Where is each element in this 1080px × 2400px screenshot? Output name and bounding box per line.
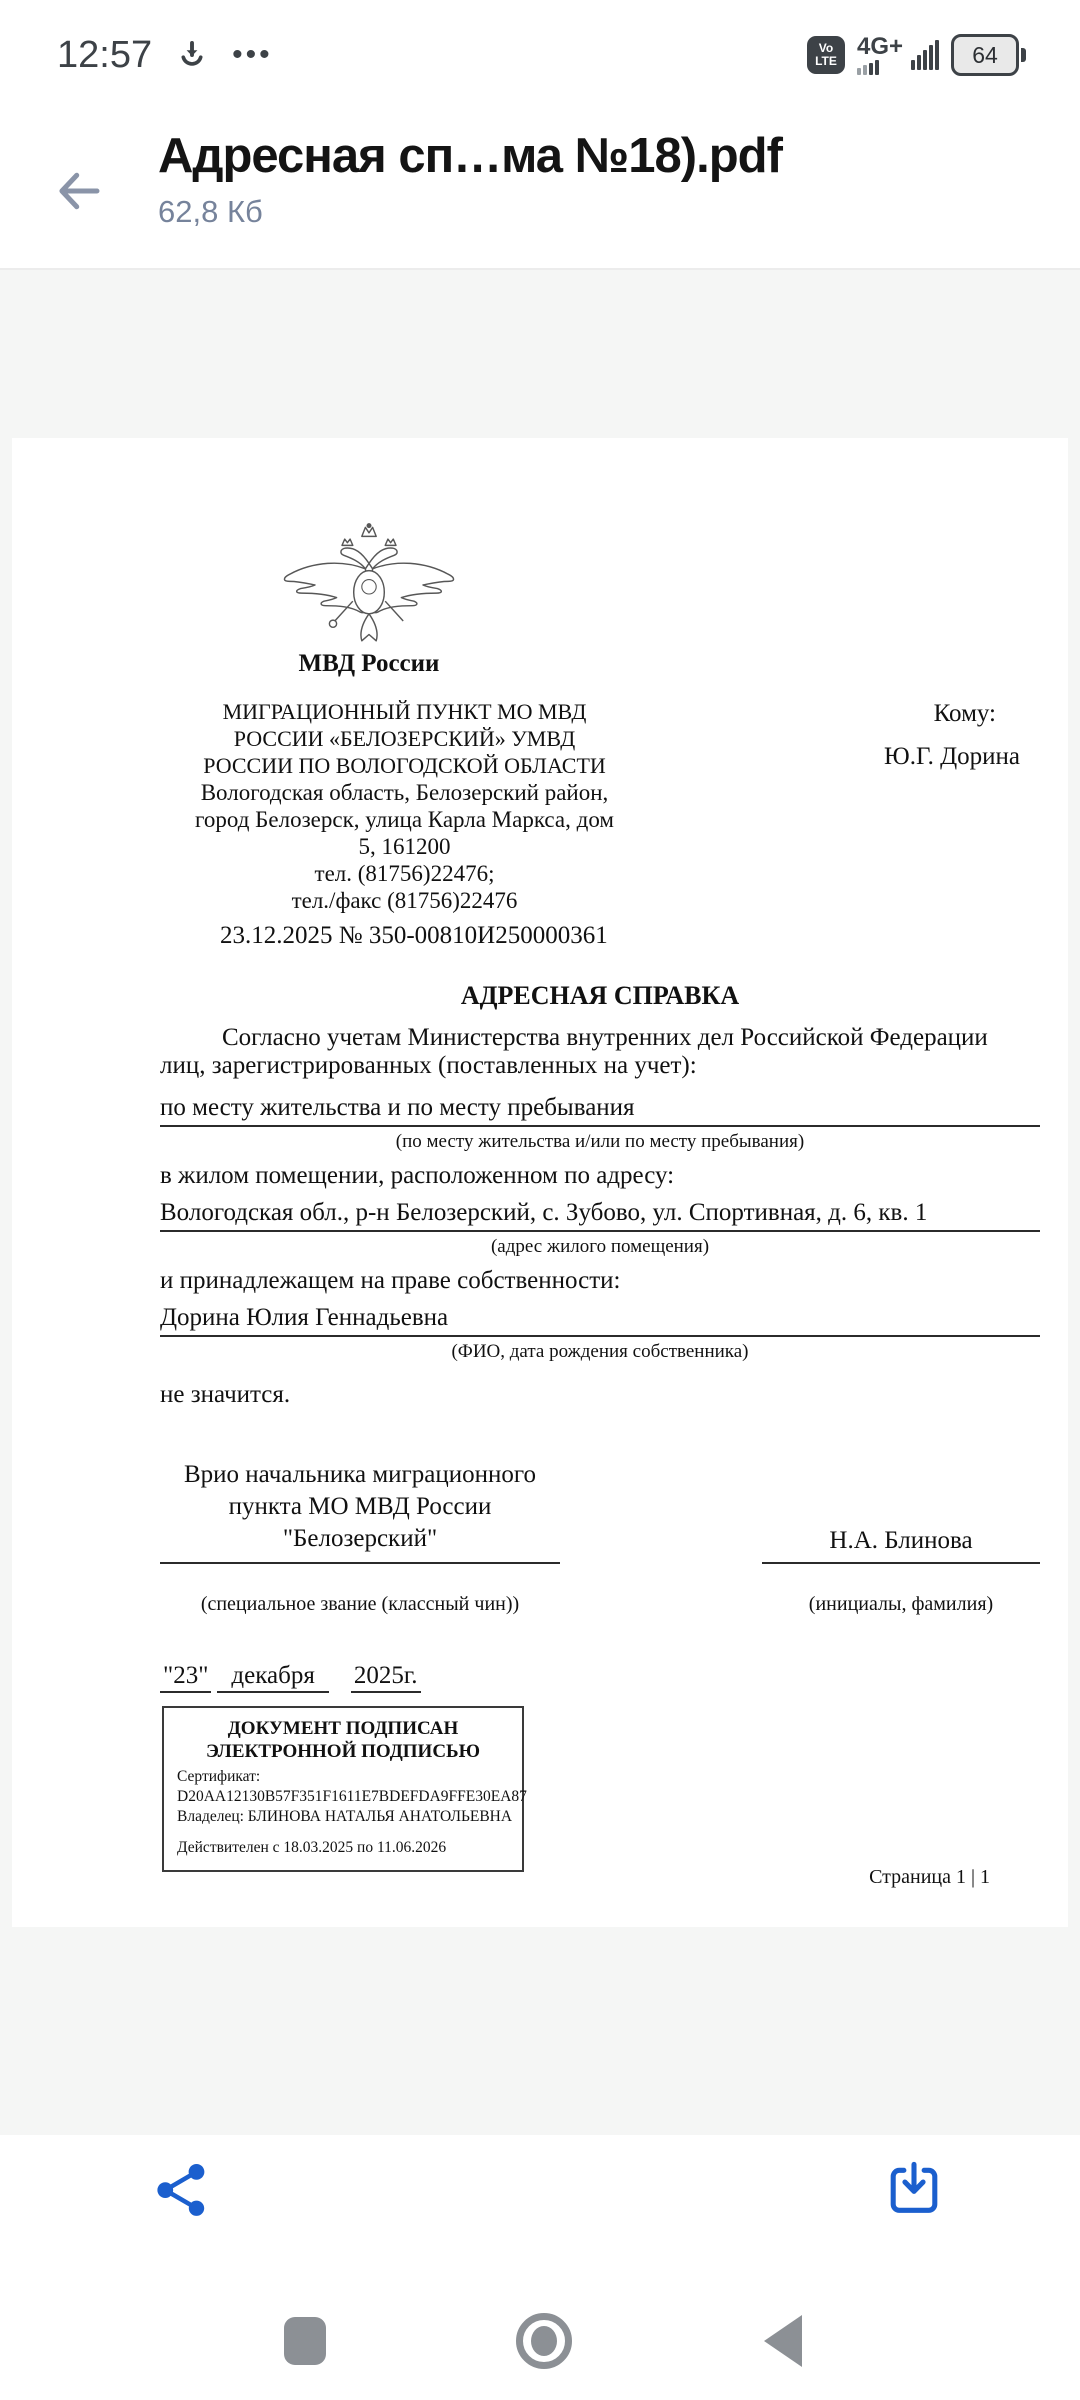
owner-caption: (ФИО, дата рождения собственника) (451, 1341, 749, 1362)
clock: 12:57 (57, 33, 153, 76)
signal-bars-sim2-icon (857, 59, 879, 75)
volte-badge-icon (807, 36, 845, 74)
status-bar-right (807, 34, 1026, 76)
addressee-block (842, 700, 1022, 771)
residence-field: по месту жительства и по месту пребывания (160, 1094, 1040, 1127)
result-text: не значится. (160, 1381, 291, 1408)
date-month: декабря (217, 1662, 328, 1693)
addressee-label: Кому: (933, 700, 996, 727)
signal-bars-sim1-icon (911, 40, 939, 70)
signature-name: Н.А. Блинова (762, 1527, 1040, 1564)
home-nav-dot (531, 2326, 557, 2356)
stamp-owner: Владелец: БЛИНОВА НАТАЛЬЯ АНАТОЛЬЕВНА (177, 1808, 513, 1825)
stamp-cert-label: Сертификат: (177, 1768, 261, 1785)
file-size: 62,8 Кб (158, 194, 263, 229)
org-line: МИГРАЦИОННЫЙ ПУНКТ МО МВД (222, 699, 587, 724)
signature-position (160, 1459, 560, 1564)
stamp-body (164, 1763, 527, 1858)
signature-position-line: пункта МО МВД России "Белозерский" (228, 1493, 492, 1552)
signature-name-caption: (инициалы, фамилия) (808, 1593, 994, 1615)
page-number-label: Страница 1 | 1 (869, 1866, 990, 1888)
home-nav-button[interactable] (516, 2313, 572, 2369)
battery-nub (1021, 48, 1026, 62)
residence-caption: (по месту жительства и/или по месту пребывания) (395, 1131, 805, 1152)
battery-icon (951, 34, 1019, 76)
signature-row (160, 1459, 1040, 1564)
battery-indicator (951, 34, 1026, 76)
stamp-title-line: ДОКУМЕНТ ПОДПИСАН (227, 1718, 459, 1739)
org-line: Вологодская область, Белозерский район, (200, 780, 609, 805)
header-text (158, 128, 1038, 230)
addressee-name: Ю.Г. Дорина (884, 743, 1020, 770)
file-title: Адресная сп…ма №18).pdf (158, 129, 782, 183)
emblem-caption: МВД России (298, 650, 440, 677)
app-header (0, 110, 1080, 270)
intro-line: Согласно учетам Министерства внутренних дел Российской Федерации (222, 1024, 988, 1051)
signature-position-line: Врио начальника миграционного (183, 1461, 537, 1488)
premise-label: в жилом помещении, расположенном по адресу: (160, 1162, 675, 1189)
document-title: АДРЕСНАЯ СПРАВКА (460, 981, 740, 1010)
reference-number: 23.12.2025 № 350-00810И250000361 (220, 922, 608, 949)
volte-line1: Vo (818, 41, 834, 55)
download-notification-icon (174, 37, 210, 73)
status-bar-left (57, 34, 273, 77)
org-line: тел. (81756)22476; (314, 861, 495, 886)
network-type-label: 4G+ (856, 33, 903, 60)
org-line: тел./факс (81756)22476 (291, 888, 518, 913)
ownership-label: и принадлежащем на праве собственности: (160, 1267, 621, 1294)
network-indicator (857, 35, 903, 75)
bottom-toolbar (0, 2135, 1080, 2400)
org-line: город Белозерск, улица Карла Маркса, дом (195, 807, 614, 832)
mvd-emblem (279, 522, 459, 648)
signature-position-caption: (специальное звание (классный чин)) (200, 1593, 520, 1615)
owner-field: Дорина Юлия Геннадьевна (160, 1304, 1040, 1337)
pdf-viewport[interactable] (0, 270, 1080, 2135)
back-arrow-icon[interactable] (52, 164, 106, 218)
document-body (160, 922, 1040, 1690)
back-nav-button[interactable] (764, 2315, 802, 2367)
share-icon[interactable] (150, 2159, 212, 2221)
stamp-cert-value: D20AA12130B57F351F1611E7BDEFDA9FFE30EA87 (177, 1788, 527, 1805)
status-bar (0, 0, 1080, 110)
date-day: "23" (160, 1662, 211, 1693)
stamp-title-line: ЭЛЕКТРОННОЙ ПОДПИСЬЮ (205, 1741, 481, 1762)
org-line: РОССИИ «БЕЛОЗЕРСКИЙ» УМВД (233, 726, 576, 751)
digital-signature-stamp (162, 1706, 527, 1872)
address-field: Вологодская обл., р-н Белозерский, с. Зубово, ул. Спортивная, д. 6, кв. 1 (160, 1199, 1040, 1232)
address-caption: (адрес жилого помещения) (490, 1236, 710, 1257)
stamp-validity: Действителен с 18.03.2025 по 11.06.2026 (177, 1839, 447, 1856)
org-line: РОССИИ ПО ВОЛОГОДСКОЙ ОБЛАСТИ (203, 753, 606, 778)
pdf-page (12, 438, 1068, 1927)
recents-nav-button[interactable] (284, 2317, 326, 2365)
more-notifications-icon: ••• (232, 38, 273, 71)
signature-captions (160, 1590, 1040, 1618)
date-line (160, 1662, 1040, 1690)
org-address-block (132, 698, 677, 914)
date-year: 2025г. (351, 1662, 421, 1693)
volte-line2: LTE (815, 54, 837, 68)
download-file-icon[interactable] (882, 2157, 946, 2221)
intro-line: лиц, зарегистрированных (поставленных на учет): (160, 1052, 697, 1079)
battery-percent: 64 (972, 41, 998, 68)
org-line: 5, 161200 (358, 834, 451, 859)
